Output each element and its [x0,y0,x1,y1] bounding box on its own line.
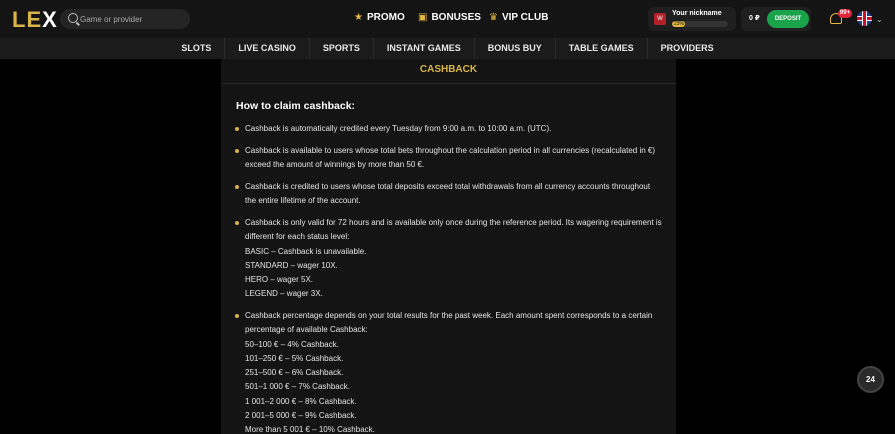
item-line: Cashback is automatically credited every Tuesday from 9:00 a.m. to 10:00 a.m. (UTC). [245,124,552,133]
item-line: percentage of available Cashback: [245,325,368,335]
support-chat-button[interactable]: 24 [857,366,884,393]
item-line: More than 5 001 € – 10% Cashback. [245,425,375,434]
category-nav [0,38,895,59]
list-item [235,216,665,302]
page-title: CASHBACK [419,64,478,75]
divider [221,83,676,84]
logo-text-le: LE [12,7,43,32]
item-line: 501–1 000 € – 7% Cashback. [245,382,350,392]
item-line: exceed the amount of winnings by more than 50 €. [245,160,425,170]
item-line: STANDARD – wager 10X. [245,260,338,270]
promo-link[interactable] [354,12,405,23]
item-line: 50–100 € – 4% Cashback. [245,339,339,349]
bullet-icon [235,127,239,131]
search-icon [68,13,78,23]
bonuses-link[interactable] [418,12,481,23]
item-line: different for each status level: [245,232,350,242]
nav-slots[interactable]: SLOTS [181,43,212,53]
nav-sports[interactable]: SPORTS [309,38,373,59]
item-line: 2 001–5 000 € – 9% Cashback. [245,411,357,421]
user-profile[interactable] [648,7,736,31]
logo-text-x: X [42,7,58,32]
level-progress-bar [672,21,728,27]
nav-instant-games[interactable]: INSTANT GAMES [373,38,474,59]
item-line: Cashback percentage depends on your total results for the past week. Each amount spent corresponds to a certain [245,311,653,320]
nav-live-casino[interactable]: LIVE CASINO [224,38,309,59]
level-progress-fill: 23% [674,21,685,27]
deposit-button[interactable]: DEPOSIT [767,10,809,28]
uk-flag-icon[interactable] [857,11,872,26]
item-line: 251–500 € – 6% Cashback. [245,368,344,378]
item-line: 101–250 € – 5% Cashback. [245,353,344,363]
item-line: BASIC – Cashback is unavailable. [245,246,367,256]
gift-icon: ▣ [418,12,428,23]
nav-bonus-buy[interactable]: BONUS BUY [474,38,555,59]
star-icon: ★ [354,12,363,23]
search-box[interactable] [60,9,190,29]
level-badge: W [654,13,666,25]
section-heading: How to claim cashback: [236,100,356,112]
vip-club-link[interactable] [489,12,548,23]
list-item [235,122,665,136]
balance-amount: 0 ₽ [749,15,760,22]
notification-count: 99+ [839,10,851,16]
promo-label: PROMO [366,12,405,23]
cashback-panel [221,59,676,434]
nickname: Your nickname [672,10,722,17]
list-item [235,309,665,434]
item-line: Cashback is available to users whose total bets throughout the calculation period in all currencies (recalculated in €) [245,146,656,155]
item-line: Cashback is credited to users whose total deposits exceed total withdrawals from all currency accounts throughout [245,182,651,191]
bullet-icon [235,221,239,225]
list-item [235,180,665,209]
nav-providers[interactable]: PROVIDERS [647,38,727,59]
top-header [0,0,895,38]
logo[interactable] [12,7,58,33]
list-item [235,144,665,173]
item-line: LEGEND – wager 3X. [245,289,323,299]
bullet-icon [235,185,239,189]
crown-icon: ♛ [489,12,498,23]
item-line: Cashback is only valid for 72 hours and is available only once during the reference period. Its wagering requirement is [245,218,662,227]
item-line: HERO – wager 5X. [245,275,314,285]
bonuses-label: BONUSES [431,12,481,23]
bullet-icon [235,149,239,153]
bullet-icon [235,314,239,318]
search-input[interactable] [80,11,185,27]
notifications-button[interactable] [829,10,851,25]
item-line: the entire lifetime of the account. [245,196,361,206]
nav-table-games[interactable]: TABLE GAMES [555,38,647,59]
balance-box [741,7,811,31]
chevron-down-icon[interactable]: ⌄ [876,15,883,24]
item-line: 1 001–2 000 € – 8% Cashback. [245,396,357,406]
vip-club-label: VIP CLUB [501,12,549,23]
